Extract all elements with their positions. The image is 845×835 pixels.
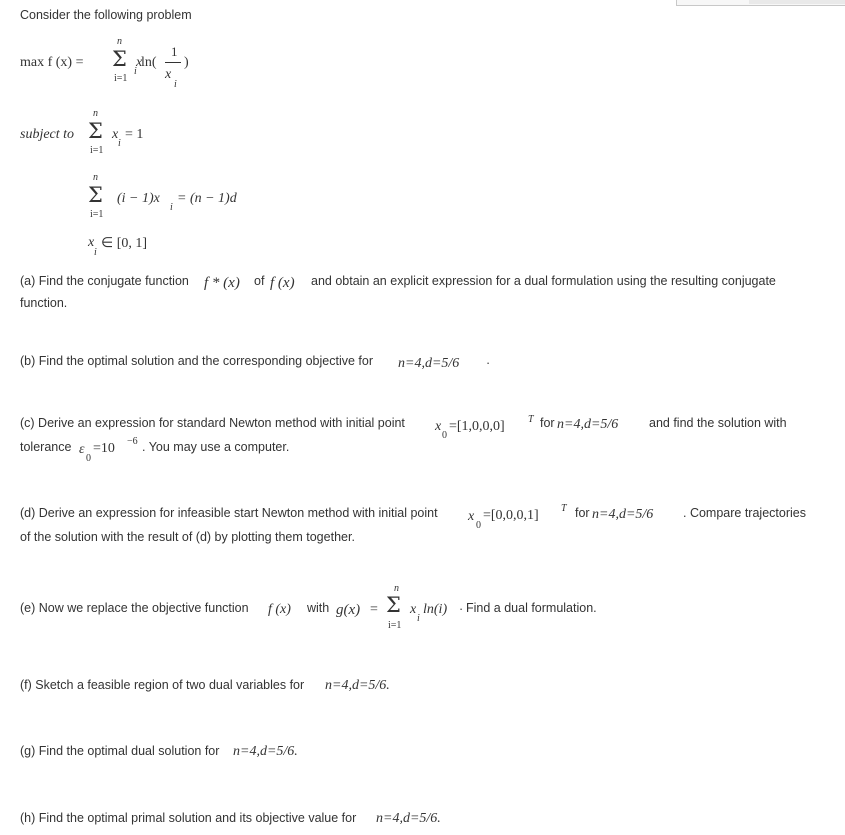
c3-x: x [88, 235, 95, 250]
part-e-with: with [307, 601, 330, 615]
top-right-widget [676, 0, 845, 6]
part-d-x0-value: =[0,0,0,1] [483, 508, 539, 523]
objective-close-paren: ) [184, 55, 189, 70]
part-c-text-1: (c) Derive an expression for standard Newton method with initial point [20, 416, 405, 430]
part-c-text-3: tolerance [20, 440, 72, 454]
c1-rhs: = 1 [125, 127, 144, 142]
c1-sum-lower: i=1 [90, 145, 104, 156]
part-e-fx: f (x) [268, 602, 291, 617]
objective-fraction-bar [165, 62, 181, 63]
objective-prefix: max f (x) = [20, 55, 84, 70]
part-c-transpose: T [528, 414, 534, 425]
part-c-epsilon: ε [79, 442, 85, 457]
c1-sum-upper: n [93, 108, 98, 119]
part-c-nd: n=4,d=5/6 [557, 417, 619, 432]
part-e-gx: g(x) [336, 602, 361, 618]
c3-rhs: ∈ [0, 1] [101, 236, 148, 251]
objective-fraction-sub-i: i [174, 79, 177, 90]
objective-sigma: Σ [112, 47, 127, 71]
part-d-transpose: T [561, 503, 567, 514]
part-h-text: (h) Find the optimal primal solution and its objective value for [20, 811, 357, 825]
part-e-text-1: (e) Now we replace the objective function [20, 601, 249, 615]
part-c-epsilon-exp: −6 [127, 436, 138, 447]
part-e-dot: · [459, 602, 464, 616]
part-c-text-2: and find the solution with [649, 416, 787, 430]
part-d-text-3: of the solution with the result of (d) by plotting them together. [20, 530, 355, 544]
part-g-math: n=4,d=5/6. [233, 744, 298, 759]
c2-sum-lower: i=1 [90, 209, 104, 220]
top-right-widget-inner [749, 0, 845, 4]
part-d-nd: n=4,d=5/6 [592, 507, 654, 522]
c2-sub-i: i [170, 202, 173, 213]
intro-text: Consider the following problem [20, 8, 192, 22]
part-f-text: (f) Sketch a feasible region of two dual variables for [20, 678, 305, 692]
part-e-text-2: Find a dual formulation. [466, 601, 597, 615]
c2-sum-upper: n [93, 172, 98, 183]
part-c-x0-sub: 0 [442, 430, 447, 441]
part-e-sigma: Σ [386, 593, 401, 617]
part-e-sub-i: i [417, 613, 420, 624]
part-d-text-1: (d) Derive an expression for infeasible start Newton method with initial point [20, 506, 438, 520]
part-c-for: for [540, 416, 555, 430]
objective-x: x [136, 55, 143, 70]
objective-fraction-x: x [165, 67, 172, 82]
part-a-text-1: (a) Find the conjugate function [20, 274, 189, 288]
part-d-x0-sub: 0 [476, 520, 481, 531]
c2-sigma: Σ [88, 183, 103, 207]
part-d-x0: x [468, 509, 475, 524]
part-c-epsilon-sub: 0 [86, 453, 91, 464]
subject-to-label: subject to [20, 127, 75, 142]
part-c-x0: x [435, 419, 442, 434]
part-b-text: (b) Find the optimal solution and the corresponding objective for [20, 354, 373, 368]
part-b-dot: · [486, 356, 491, 370]
part-e-sum-upper: n [394, 583, 399, 594]
objective-sum-lower: i=1 [114, 73, 128, 84]
c1-sigma: Σ [88, 119, 103, 143]
objective-ln: ln( [141, 55, 157, 70]
part-f-math: n=4,d=5/6. [325, 678, 390, 693]
part-d-text-2: . Compare trajectories [683, 506, 806, 520]
part-a-text-2: and obtain an explicit expression for a dual formulation using the resulting conjugate [311, 274, 776, 288]
objective-fraction-numerator: 1 [171, 44, 178, 59]
part-b-math: n=4,d=5/6 [398, 356, 460, 371]
c1-sub-i: i [118, 138, 121, 149]
c2-rhs: = (n − 1)d [177, 191, 237, 206]
c1-x: x [112, 127, 119, 142]
part-a-fx: f (x) [270, 275, 295, 291]
part-g-text: (g) Find the optimal dual solution for [20, 744, 220, 758]
part-c-epsilon-value: =10 [93, 441, 115, 456]
c3-sub-i: i [94, 247, 97, 258]
part-c-text-4: . You may use a computer. [142, 440, 290, 454]
objective-sum-upper: n [117, 36, 122, 47]
part-a-text-3: function. [20, 296, 68, 310]
part-e-ln: ln(i) [423, 602, 448, 617]
part-d-for: for [575, 506, 590, 520]
part-e-equals: = [370, 602, 378, 617]
part-e-x: x [410, 602, 417, 617]
part-e-sum-lower: i=1 [388, 620, 402, 631]
part-h-math: n=4,d=5/6. [376, 811, 441, 826]
part-a-conjugate: f * (x) [204, 275, 240, 291]
objective-sub-i: i [134, 66, 137, 77]
part-c-x0-value: =[1,0,0,0] [449, 419, 505, 434]
part-a-of: of [254, 274, 265, 288]
c2-lhs: (i − 1)x [117, 191, 160, 206]
